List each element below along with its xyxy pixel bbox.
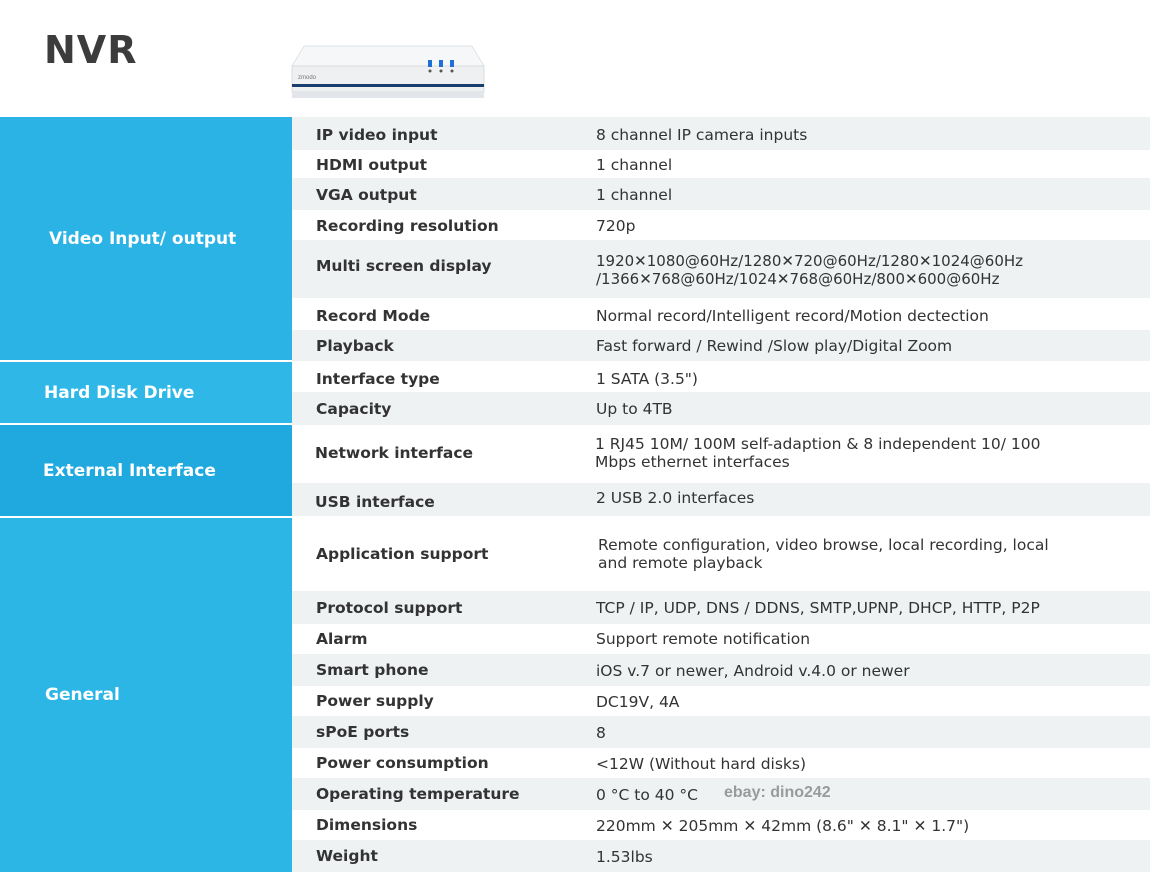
spec-row-application-support: [292, 516, 1150, 591]
spec-label: HDMI output: [316, 156, 428, 174]
spec-label: Power supply: [316, 692, 434, 710]
spec-row-ip-video-input: [292, 117, 1150, 150]
spec-row-multi-screen-display: [292, 240, 1150, 298]
spec-value: Normal record/Intelligent record/Motion dectection: [596, 307, 989, 325]
spec-row-protocol-support: [292, 591, 1150, 624]
spec-label: USB interface: [315, 493, 435, 511]
spec-row-record-mode: [292, 298, 1150, 330]
spec-row-operating-temperature: [292, 778, 1150, 810]
spec-value: 0 °C to 40 °C: [596, 786, 698, 804]
category-video-io: [0, 117, 292, 360]
spec-row-power-consumption: [292, 748, 1150, 778]
spec-label: Interface type: [316, 370, 440, 388]
spec-value: 1920✕1080@60Hz/1280✕720@60Hz/1280✕1024@60Hz /1366✕768@60Hz/1024✕768@60Hz/800✕600@60Hz: [596, 252, 1024, 288]
spec-row-smart-phone: [292, 654, 1150, 686]
spec-row-weight: [292, 840, 1150, 872]
spec-value: 220mm ✕ 205mm ✕ 42mm (8.6" ✕ 8.1" ✕ 1.7"): [596, 817, 970, 835]
category-label: Hard Disk Drive: [44, 382, 195, 403]
spec-row-vga-output: [292, 178, 1150, 210]
spec-value: Fast forward / Rewind /Slow play/Digital Zoom: [596, 337, 953, 355]
spec-value: 1 channel: [596, 186, 673, 204]
spec-value: Support remote notification: [596, 630, 811, 648]
spec-label: Alarm: [316, 630, 368, 648]
spec-row-power-supply: [292, 686, 1150, 716]
spec-label: Record Mode: [316, 307, 431, 325]
spec-row-hdmi-output: [292, 150, 1150, 178]
spec-value: 1.53lbs: [596, 848, 653, 866]
spec-label: Recording resolution: [316, 217, 499, 235]
spec-row-capacity: [292, 392, 1150, 425]
spec-row-spoe-ports: [292, 716, 1150, 748]
device-brand-label: zmodo: [298, 75, 317, 81]
spec-label: Multi screen display: [316, 257, 492, 275]
spec-label: Operating temperature: [316, 785, 520, 803]
spec-label: Playback: [316, 337, 394, 355]
spec-value: 8 channel IP camera inputs: [596, 126, 808, 144]
spec-row-network-interface: [292, 425, 1150, 483]
spec-row-alarm: [292, 624, 1150, 654]
spec-label: Application support: [316, 545, 489, 563]
spec-row-interface-type: [292, 361, 1150, 392]
category-general: [0, 518, 292, 872]
spec-label: Smart phone: [316, 661, 429, 679]
spec-value: Remote configuration, video browse, local recording, local and remote playback: [598, 536, 1049, 572]
spec-row-dimensions: [292, 810, 1150, 840]
spec-value: <12W (Without hard disks): [596, 755, 807, 773]
category-label: General: [45, 685, 120, 705]
spec-label: sPoE ports: [316, 723, 410, 741]
page-title: NVR: [44, 28, 138, 72]
spec-row-playback: [292, 330, 1150, 361]
category-external-interface: [0, 425, 292, 516]
spec-value: 720p: [596, 217, 636, 235]
spec-row-usb-interface: [292, 483, 1150, 516]
spec-value: 1 RJ45 10M/ 100M self-adaption & 8 independent 10/ 100 Mbps ethernet interfaces: [595, 435, 1041, 471]
spec-label: Weight: [316, 847, 378, 865]
spec-label: Dimensions: [316, 816, 418, 834]
spec-value: 2 USB 2.0 interfaces: [596, 489, 755, 507]
category-hard-disk-drive: [0, 362, 292, 423]
category-label: Video Input/ output: [49, 228, 237, 249]
spec-value: DC19V, 4A: [596, 693, 680, 711]
spec-value: Up to 4TB: [596, 400, 673, 418]
spec-label: Power consumption: [316, 754, 489, 772]
spec-label: IP video input: [316, 126, 438, 144]
spec-row-recording-resolution: [292, 210, 1150, 240]
spec-value: 8: [596, 724, 606, 742]
category-label: External Interface: [43, 460, 216, 481]
watermark-text: ebay: dino242: [724, 784, 831, 801]
spec-value: 1 SATA (3.5"): [596, 370, 698, 388]
spec-label: Capacity: [316, 400, 392, 418]
spec-label: Network interface: [315, 444, 474, 462]
spec-label: Protocol support: [316, 599, 463, 617]
nvr-device-image: [290, 44, 486, 104]
spec-value: TCP / IP, UDP, DNS / DDNS, SMTP,UPNP, DHCP, HTTP, P2P: [596, 599, 1040, 617]
spec-label: VGA output: [316, 186, 417, 204]
spec-value: iOS v.7 or newer, Android v.4.0 or newer: [596, 662, 910, 680]
spec-value: 1 channel: [596, 156, 673, 174]
